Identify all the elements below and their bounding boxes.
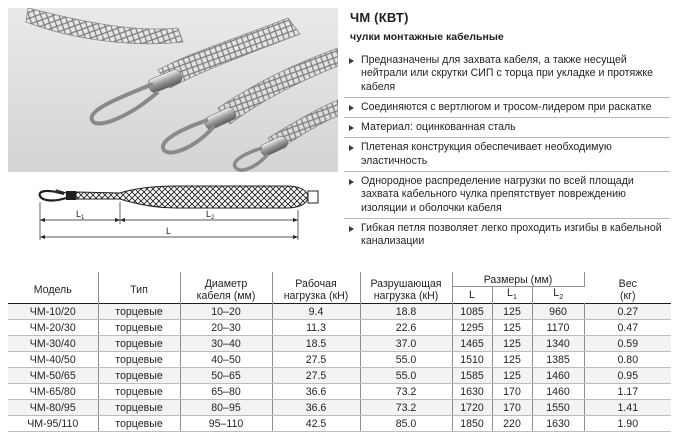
table-row (8, 416, 671, 432)
cell-l1: 125 (492, 320, 532, 336)
header-dim-l: L (452, 287, 492, 304)
cell-working-load: 27.5 (272, 368, 360, 384)
cell-l: 1720 (452, 400, 492, 416)
triangle-bullet-icon (349, 105, 354, 111)
cell-diameter: 10–20 (180, 304, 272, 320)
header-dimensions: Размеры (мм) (452, 272, 584, 287)
cell-breaking-load: 73.2 (360, 400, 452, 416)
cell-diameter: 95–110 (180, 416, 272, 432)
cell-working-load: 11.3 (272, 320, 360, 336)
cell-weight: 0.59 (584, 336, 671, 352)
table-row (8, 368, 671, 384)
header-type: Тип (98, 272, 180, 304)
cell-model: ЧМ-40/50 (8, 352, 98, 368)
feature-list (344, 51, 670, 252)
table-row (8, 352, 671, 368)
cell-weight: 1.90 (584, 416, 671, 432)
cell-diameter: 50–65 (180, 368, 272, 384)
cell-l1: 125 (492, 336, 532, 352)
cell-model: ЧМ-50/65 (8, 368, 98, 384)
cell-type: торцевые (98, 400, 180, 416)
cell-working-load: 18.5 (272, 336, 360, 352)
feature-text: Однородное распределение нагрузки по всей площади захвата кабельного чулка препятствует повреждению изоляции и оболочки кабеля (361, 175, 634, 214)
cell-l1: 170 (492, 400, 532, 416)
cell-l: 1085 (452, 304, 492, 320)
cell-l: 1510 (452, 352, 492, 368)
dim-label-l1: $L_1$ (76, 209, 85, 221)
cell-diameter: 40–50 (180, 352, 272, 368)
product-photo (8, 8, 338, 172)
cell-weight: 1.17 (584, 384, 671, 400)
feature-item (344, 97, 670, 117)
cell-diameter: 20–30 (180, 320, 272, 336)
cell-l: 1295 (452, 320, 492, 336)
cell-diameter: 30–40 (180, 336, 272, 352)
cell-l2: 1460 (532, 384, 584, 400)
cell-weight: 0.95 (584, 368, 671, 384)
cell-l2: 1385 (532, 352, 584, 368)
cell-breaking-load: 85.0 (360, 416, 452, 432)
cell-diameter: 65–80 (180, 384, 272, 400)
feature-item (344, 218, 670, 252)
cell-model: ЧМ-65/80 (8, 384, 98, 400)
header-dim-l1: $L_1$ (492, 287, 532, 304)
cell-weight: 1.41 (584, 400, 671, 416)
cell-l: 1850 (452, 416, 492, 432)
cell-type: торцевые (98, 304, 180, 320)
cell-l1: 125 (492, 304, 532, 320)
header-diameter: Диаметр кабеля (мм) (180, 272, 272, 304)
cell-working-load: 27.5 (272, 352, 360, 368)
cell-l2: 1630 (532, 416, 584, 432)
feature-item (344, 171, 670, 218)
cell-working-load: 9.4 (272, 304, 360, 320)
specifications-table (8, 272, 671, 432)
triangle-bullet-icon (349, 58, 354, 64)
cell-working-load: 36.6 (272, 384, 360, 400)
cell-breaking-load: 18.8 (360, 304, 452, 320)
cell-type: торцевые (98, 352, 180, 368)
triangle-bullet-icon (349, 179, 354, 185)
cell-weight: 0.80 (584, 352, 671, 368)
cell-working-load: 42.5 (272, 416, 360, 432)
feature-text: Предназначены для захвата кабеля, а также несущей нейтрали или скрутки СИП с торца при укладке и протяжке кабеля (361, 54, 653, 93)
cell-working-load: 36.6 (272, 400, 360, 416)
product-title: ЧМ (КВТ) (350, 10, 409, 25)
cell-breaking-load: 55.0 (360, 368, 452, 384)
cell-l2: 960 (532, 304, 584, 320)
table-row (8, 384, 671, 400)
cell-type: торцевые (98, 368, 180, 384)
cell-l2: 1550 (532, 400, 584, 416)
cable-grip-dimension-drawing (36, 180, 326, 250)
header-model: Модель (8, 272, 98, 304)
cell-model: ЧМ-95/110 (8, 416, 98, 432)
cell-model: ЧМ-10/20 (8, 304, 98, 320)
feature-item (344, 137, 670, 171)
header-working-load: Рабочая нагрузка (кН) (272, 272, 360, 304)
triangle-bullet-icon (349, 145, 354, 151)
cell-breaking-load: 55.0 (360, 352, 452, 368)
cell-l: 1465 (452, 336, 492, 352)
feature-text: Гибкая петля позволяет легко проходить изгибы в кабельной канализации (361, 221, 662, 248)
triangle-bullet-icon (349, 125, 354, 131)
feature-text: Материал: оцинкованная сталь (361, 121, 516, 134)
cell-type: торцевые (98, 320, 180, 336)
feature-text: Плетеная конструкция обеспечивает необходимую эластичность (361, 141, 612, 167)
dimension-diagram (36, 180, 326, 250)
table-row (8, 400, 671, 416)
dim-label-l2: $L_2$ (206, 209, 215, 221)
cell-type: торцевые (98, 416, 180, 432)
cell-model: ЧМ-30/40 (8, 336, 98, 352)
cell-l1: 220 (492, 416, 532, 432)
cell-l1: 170 (492, 384, 532, 400)
header-weight: Вес (кг) (618, 277, 637, 302)
triangle-bullet-icon (349, 226, 354, 232)
cell-l1: 125 (492, 368, 532, 384)
cell-model: ЧМ-80/95 (8, 400, 98, 416)
dim-label-l: L (166, 226, 172, 236)
cell-model: ЧМ-20/30 (8, 320, 98, 336)
cell-l: 1585 (452, 368, 492, 384)
cell-l2: 1340 (532, 336, 584, 352)
cell-breaking-load: 73.2 (360, 384, 452, 400)
header-breaking-load: Разрушающая нагрузка (кН) (360, 272, 452, 304)
cell-weight: 0.47 (584, 320, 671, 336)
feature-item (344, 117, 670, 137)
cell-l2: 1170 (532, 320, 584, 336)
cell-l: 1630 (452, 384, 492, 400)
table-row (8, 304, 671, 320)
feature-item (344, 51, 670, 97)
cell-breaking-load: 37.0 (360, 336, 452, 352)
cell-l1: 125 (492, 352, 532, 368)
cable-grip-photo-illustration (8, 8, 338, 172)
cell-weight: 0.27 (584, 304, 671, 320)
header-dim-l2: $L_2$ (553, 287, 564, 302)
cell-type: торцевые (98, 384, 180, 400)
product-subtitle: чулки монтажные кабельные (350, 31, 504, 43)
cell-type: торцевые (98, 336, 180, 352)
cell-l2: 1460 (532, 368, 584, 384)
table-row (8, 320, 671, 336)
cell-breaking-load: 22.6 (360, 320, 452, 336)
table-row (8, 336, 671, 352)
feature-text: Соединяются с вертлюгом и тросом-лидером при раскатке (361, 100, 652, 113)
cell-diameter: 80–95 (180, 400, 272, 416)
